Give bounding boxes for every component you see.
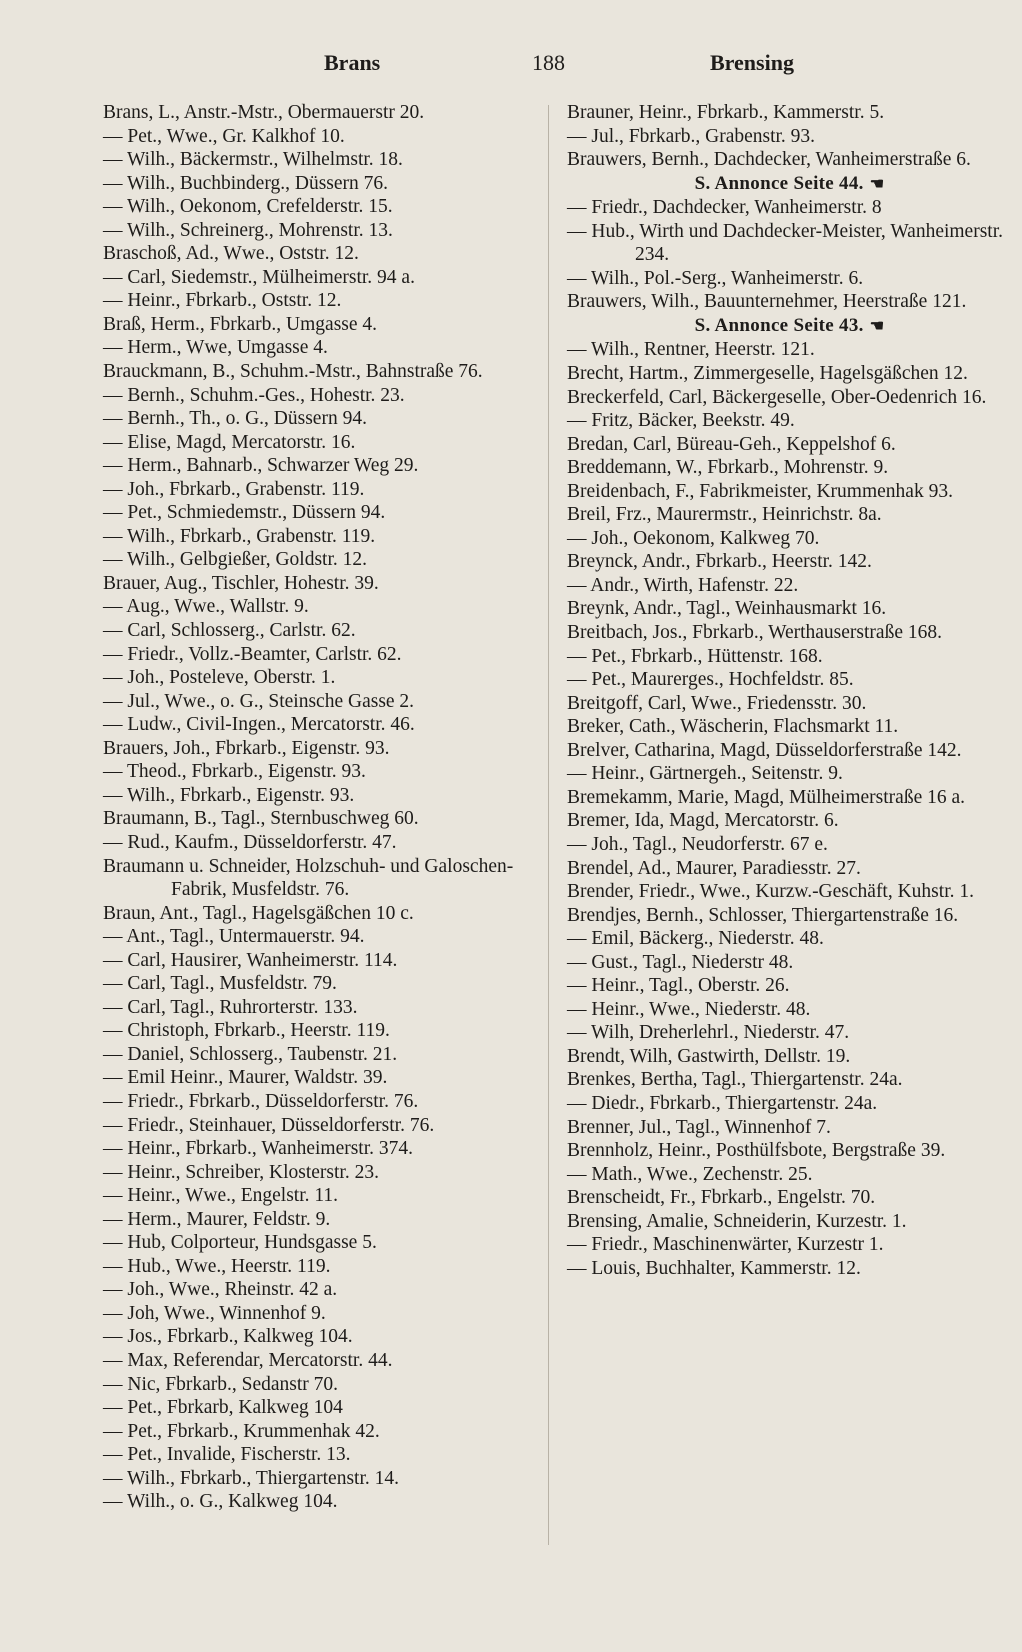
directory-entry: Brenner, Jul., Tagl., Winnenhof 7.	[567, 1116, 831, 1138]
directory-entry: — Daniel, Schlosserg., Taubenstr. 21.	[103, 1043, 398, 1065]
directory-entry: — Friedr., Maschinenwärter, Kurzestr 1.	[567, 1234, 884, 1256]
directory-entry: — Wilh., Schreinerg., Mohrenstr. 13.	[103, 219, 393, 241]
directory-entry: — Wilh., Fbrkarb., Eigenstr. 93.	[103, 784, 355, 806]
directory-entry: — Carl, Siedemstr., Mülheimerstr. 94 a.	[103, 266, 415, 288]
directory-entry: Breitbach, Jos., Fbrkarb., Werthauserstraße 168.	[567, 622, 942, 644]
annonce-reference: S. Annonce Seite 43. ☚	[567, 314, 1012, 339]
directory-entry: — Andr., Wirth, Hafenstr. 22.	[567, 574, 799, 596]
directory-entry: — Jul., Wwe., o. G., Steinsche Gasse 2.	[103, 690, 415, 712]
directory-entry: — Pet., Schmiedemstr., Düssern 94.	[103, 502, 386, 524]
directory-entry: — Pet., Wwe., Gr. Kalkhof 10.	[103, 125, 345, 147]
directory-entry: Braschoß, Ad., Wwe., Oststr. 12.	[103, 243, 359, 265]
directory-entry: — Pet., Fbrkarb, Kalkweg 104	[103, 1397, 343, 1419]
directory-entry: — Carl, Hausirer, Wanheimerstr. 114.	[103, 949, 398, 971]
directory-entry: Breil, Frz., Maurermstr., Heinrichstr. 8a.	[567, 504, 882, 526]
directory-entry: — Wilh., o. G., Kalkweg 104.	[103, 1491, 338, 1513]
directory-entry: — Wilh., Oekonom, Crefelderstr. 15.	[103, 196, 393, 218]
directory-entry: Breynk, Andr., Tagl., Weinhausmarkt 16.	[567, 598, 887, 620]
directory-entry: — Gust., Tagl., Niederstr 48.	[567, 951, 794, 973]
directory-entry: Brauwers, Wilh., Bauunternehmer, Heerstraße 121.	[567, 291, 967, 313]
directory-entry: — Heinr., Schreiber, Klosterstr. 23.	[103, 1161, 379, 1183]
directory-entry: Brendjes, Bernh., Schlosser, Thiergartenstraße 16.	[567, 904, 959, 926]
directory-entry: — Bernh., Th., o. G., Düssern 94.	[103, 408, 367, 430]
directory-entry: Brelver, Catharina, Magd, Düsseldorferstraße 142.	[567, 739, 962, 761]
directory-entry: — Joh., Tagl., Neudorferstr. 67 e.	[567, 833, 828, 855]
directory-entry: Braumann, B., Tagl., Sternbuschweg 60.	[103, 808, 419, 830]
directory-entry: — Herm., Bahnarb., Schwarzer Weg 29.	[103, 455, 419, 477]
directory-entry: — Heinr., Wwe., Engelstr. 11.	[103, 1185, 339, 1207]
directory-entry: — Heinr., Gärtnergeh., Seitenstr. 9.	[567, 763, 843, 785]
directory-entry: Braun, Ant., Tagl., Hagelsgäßchen 10 c.	[103, 902, 414, 924]
directory-entry: — Emil Heinr., Maurer, Waldstr. 39.	[103, 1067, 388, 1089]
directory-entry: Brauer, Aug., Tischler, Hohestr. 39.	[103, 572, 379, 594]
running-head-left: Brans	[324, 50, 381, 75]
directory-entry: — Wilh., Gelbgießer, Goldstr. 12.	[103, 549, 368, 571]
directory-entry: Breckerfeld, Carl, Bäckergeselle, Ober-Oedenrich 16.	[567, 386, 987, 408]
directory-entry: — Joh., Oekonom, Kalkweg 70.	[567, 527, 820, 549]
directory-entry: Bredan, Carl, Büreau-Geh., Keppelshof 6.	[567, 433, 896, 455]
annonce-reference: S. Annonce Seite 44. ☚	[567, 172, 1012, 197]
directory-entry: — Friedr., Vollz.-Beamter, Carlstr. 62.	[103, 643, 402, 665]
directory-entry: — Rud., Kaufm., Düsseldorferstr. 47.	[103, 831, 397, 853]
directory-entry: — Joh., Fbrkarb., Grabenstr. 119.	[103, 478, 365, 500]
page-number: 188	[532, 50, 565, 75]
directory-entry: — Fritz, Bäcker, Beekstr. 49.	[567, 410, 795, 432]
directory-entry: — Christoph, Fbrkarb., Heerstr. 119.	[103, 1020, 390, 1042]
directory-entry: — Hub., Wwe., Heerstr. 119.	[103, 1255, 331, 1277]
directory-entry: — Theod., Fbrkarb., Eigenstr. 93.	[103, 761, 366, 783]
directory-entry: — Heinr., Tagl., Oberstr. 26.	[567, 975, 790, 997]
directory-entry: Brauner, Heinr., Fbrkarb., Kammerstr. 5.	[567, 102, 885, 123]
directory-entry: — Ant., Tagl., Untermauerstr. 94.	[103, 926, 365, 948]
directory-entry: Brenkes, Bertha, Tagl., Thiergartenstr. 24a.	[567, 1069, 903, 1091]
directory-entry: — Joh., Wwe., Rheinstr. 42 a.	[103, 1279, 338, 1301]
directory-entry: — Wilh, Dreherlehrl., Niederstr. 47.	[567, 1022, 850, 1044]
directory-entry: Breynck, Andr., Fbrkarb., Heerstr. 142.	[567, 551, 872, 573]
directory-entry: — Diedr., Fbrkarb., Thiergartenstr. 24a.	[567, 1092, 878, 1114]
directory-entry: Braumann u. Schneider, Holzschuh- und Galoschen-Fabrik, Musfeldstr. 76.	[103, 855, 514, 901]
directory-entry: Braß, Herm., Fbrkarb., Umgasse 4.	[103, 313, 378, 335]
left-column	[103, 101, 551, 1514]
directory-entry: — Heinr., Wwe., Niederstr. 48.	[567, 998, 811, 1020]
directory-entry: — Carl, Tagl., Ruhrorterstr. 133.	[103, 996, 358, 1018]
directory-entry: — Wilh., Pol.-Serg., Wanheimerstr. 6.	[567, 267, 864, 289]
directory-entry: — Wilh., Fbrkarb., Thiergartenstr. 14.	[103, 1467, 400, 1489]
directory-entry: — Nic, Fbrkarb., Sedanstr 70.	[103, 1373, 339, 1395]
directory-entry: Brensing, Amalie, Schneiderin, Kurzestr. 1.	[567, 1210, 907, 1232]
directory-entry: — Friedr., Dachdecker, Wanheimerstr. 8	[567, 197, 882, 219]
directory-entry: — Carl, Tagl., Musfeldstr. 79.	[103, 973, 337, 995]
directory-entry: — Wilh., Buchbinderg., Düssern 76.	[103, 172, 389, 194]
directory-entry: — Jos., Fbrkarb., Kalkweg 104.	[103, 1326, 353, 1348]
directory-entry: — Wilh., Rentner, Heerstr. 121.	[567, 339, 815, 361]
directory-entry: — Herm., Wwe, Umgasse 4.	[103, 337, 328, 359]
directory-entry: — Louis, Buchhalter, Kammerstr. 12.	[567, 1257, 861, 1279]
directory-entry: — Friedr., Fbrkarb., Düsseldorferstr. 76.	[103, 1090, 419, 1112]
directory-entry: Brender, Friedr., Wwe., Kurzw.-Geschäft, Kuhstr. 1.	[567, 881, 974, 903]
directory-entry: Brans, L., Anstr.-Mstr., Obermauerstr 20.	[103, 102, 425, 123]
directory-entry: — Jul., Fbrkarb., Grabenstr. 93.	[567, 125, 816, 147]
directory-entry: Brennholz, Heinr., Posthülfsbote, Bergstraße 39.	[567, 1140, 946, 1162]
directory-entry: Brauckmann, B., Schuhm.-Mstr., Bahnstraße 76.	[103, 361, 483, 383]
directory-entry: — Wilh., Bäckermstr., Wilhelmstr. 18.	[103, 149, 403, 171]
directory-entry: Breitgoff, Carl, Wwe., Friedensstr. 30.	[567, 692, 867, 714]
directory-entry: Brenscheidt, Fr., Fbrkarb., Engelstr. 70.	[567, 1187, 876, 1209]
directory-entry: — Hub., Wirth und Dachdecker-Meister, Wanheimerstr. 234.	[567, 220, 1004, 266]
directory-entry: — Heinr., Fbrkarb., Oststr. 12.	[103, 290, 342, 312]
directory-entry: — Emil, Bäckerg., Niederstr. 48.	[567, 928, 824, 950]
directory-entry: — Elise, Magd, Mercatorstr. 16.	[103, 431, 356, 453]
directory-entry: — Pet., Fbrkarb., Hüttenstr. 168.	[567, 645, 823, 667]
directory-entry: — Joh, Wwe., Winnenhof 9.	[103, 1302, 326, 1324]
directory-entry: Bremekamm, Marie, Magd, Mülheimerstraße 16 a.	[567, 786, 966, 808]
directory-entry: — Joh., Posteleve, Oberstr. 1.	[103, 667, 336, 689]
directory-entry: — Pet., Invalide, Fischerstr. 13.	[103, 1444, 351, 1466]
directory-entry: Breker, Cath., Wäscherin, Flachsmarkt 11.	[567, 716, 899, 738]
directory-entry: Brecht, Hartm., Zimmergeselle, Hagelsgäßchen 12.	[567, 363, 968, 385]
directory-entry: Brendel, Ad., Maurer, Paradiesstr. 27.	[567, 857, 861, 879]
directory-entry: — Carl, Schlosserg., Carlstr. 62.	[103, 620, 356, 642]
directory-entry: — Ludw., Civil-Ingen., Mercatorstr. 46.	[103, 714, 415, 736]
directory-entry: Brauwers, Bernh., Dachdecker, Wanheimerstraße 6.	[567, 149, 971, 171]
directory-entry: Breddemann, W., Fbrkarb., Mohrenstr. 9.	[567, 457, 889, 479]
directory-entry: — Wilh., Fbrkarb., Grabenstr. 119.	[103, 525, 376, 547]
directory-entry: — Bernh., Schuhm.-Ges., Hohestr. 23.	[103, 384, 405, 406]
directory-entry: Breidenbach, F., Fabrikmeister, Krummenhak 93.	[567, 480, 953, 502]
running-head-right: Brensing	[710, 50, 794, 75]
directory-entry: — Herm., Maurer, Feldstr. 9.	[103, 1208, 331, 1230]
pointing-hand-icon: ☚	[869, 317, 885, 335]
directory-entry: — Hub, Colporteur, Hundsgasse 5.	[103, 1232, 377, 1254]
directory-entry: — Heinr., Fbrkarb., Wanheimerstr. 374.	[103, 1138, 414, 1160]
directory-entry: — Pet., Fbrkarb., Krummenhak 42.	[103, 1420, 380, 1442]
directory-entry: Brendt, Wilh, Gastwirth, Dellstr. 19.	[567, 1045, 851, 1067]
page-header	[100, 48, 960, 84]
directory-entry: — Max, Referendar, Mercatorstr. 44.	[103, 1349, 393, 1371]
directory-entry: Brauers, Joh., Fbrkarb., Eigenstr. 93.	[103, 737, 390, 759]
directory-entry: — Friedr., Steinhauer, Düsseldorferstr. 76.	[103, 1114, 435, 1136]
directory-entry: Bremer, Ida, Magd, Mercatorstr. 6.	[567, 810, 839, 832]
directory-entry: — Aug., Wwe., Wallstr. 9.	[103, 596, 309, 618]
pointing-hand-icon: ☚	[869, 175, 885, 193]
right-column	[567, 101, 1012, 1280]
directory-entry: — Pet., Maurerges., Hochfeldstr. 85.	[567, 669, 854, 691]
directory-entry: — Math., Wwe., Zechenstr. 25.	[567, 1163, 813, 1185]
